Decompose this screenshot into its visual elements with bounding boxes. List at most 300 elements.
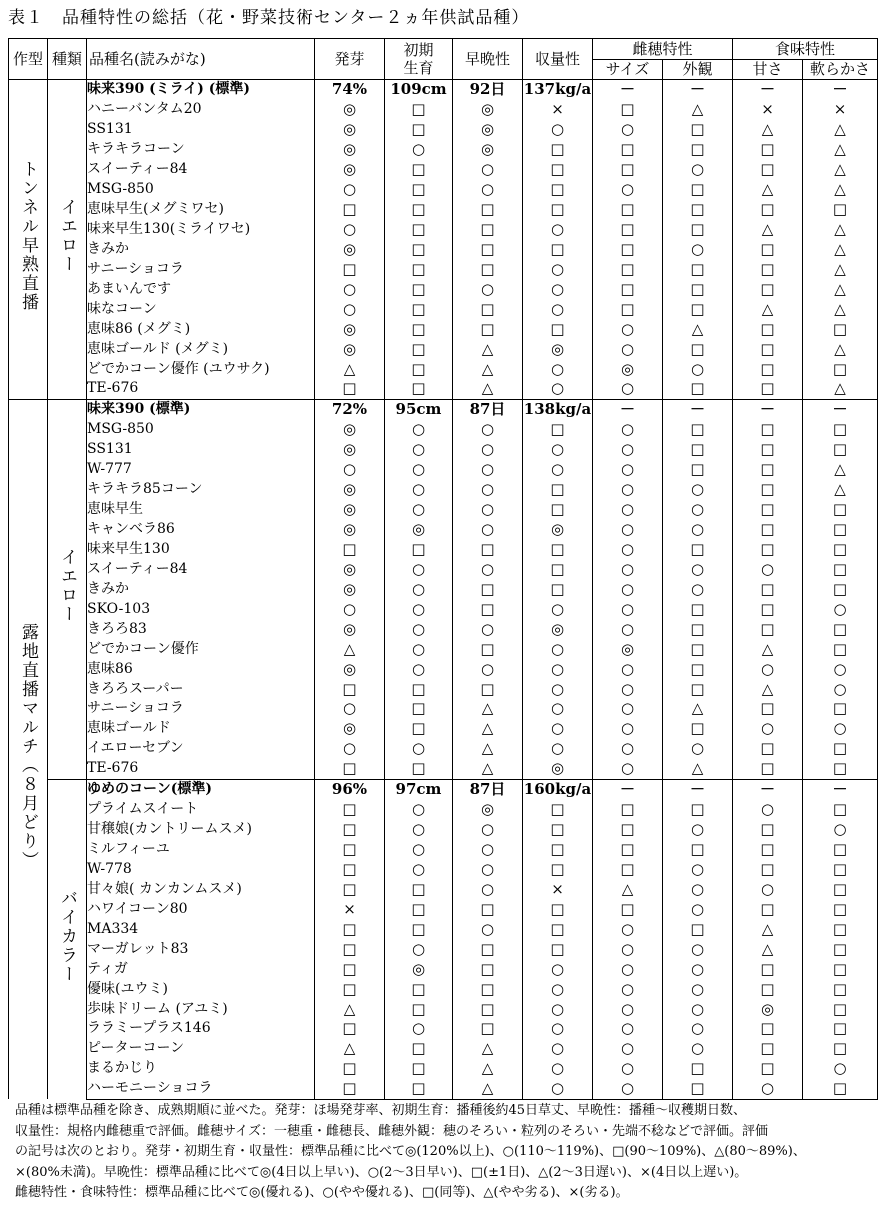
ear-size-cell: □	[593, 200, 663, 220]
variety-name: キャンベラ86	[87, 520, 315, 540]
variety-name: MSG-850	[87, 180, 315, 200]
yield-cell: □	[523, 939, 593, 959]
ear-size-cell: ○	[593, 719, 663, 739]
yield-cell: ○	[523, 979, 593, 999]
ear-size-cell: □	[593, 220, 663, 240]
tenderness-cell: □	[803, 860, 878, 880]
standard-variety-name: 味来390 (標準)	[87, 399, 315, 419]
sweetness-cell: △	[733, 679, 803, 699]
variety-name: プライムスイート	[87, 800, 315, 820]
ear-appearance-cell: ○	[663, 939, 733, 959]
tenderness-cell: □	[803, 619, 878, 639]
ear-appearance-cell: ○	[663, 1019, 733, 1039]
tenderness-cell: △	[803, 220, 878, 240]
variety-name: 恵味早生(メグミワセ)	[87, 200, 315, 220]
sweetness-cell: △	[733, 299, 803, 319]
table-row	[9, 719, 878, 739]
yield-cell: ○	[523, 699, 593, 719]
variety-name: スイーティー84	[87, 160, 315, 180]
ear-size-cell: ○	[593, 540, 663, 560]
ear-appearance-cell: □	[663, 220, 733, 240]
table-row	[9, 540, 878, 560]
ear-size-cell: ○	[593, 500, 663, 520]
variety-name: 甘々娘( カンカンムスメ)	[87, 879, 315, 899]
ear-size-cell: ○	[593, 120, 663, 140]
germination-cell: □	[315, 1079, 385, 1099]
germination-cell: ○	[315, 460, 385, 480]
table-row	[9, 999, 878, 1019]
yield-cell: ○	[523, 999, 593, 1019]
ear-appearance-cell: □	[663, 599, 733, 619]
yield-cell: ○	[523, 1019, 593, 1039]
germination-cell: ◎	[315, 140, 385, 160]
early-growth-cell: ○	[385, 1019, 453, 1039]
yield-cell: □	[523, 899, 593, 919]
sweetness-cell: □	[733, 820, 803, 840]
early-growth-cell: ○	[385, 860, 453, 880]
ear-appearance-cell: □	[663, 180, 733, 200]
table-row	[9, 79, 878, 99]
ear-appearance-cell: ○	[663, 239, 733, 259]
ear-size-cell: ○	[593, 659, 663, 679]
variety-name: イエローセブン	[87, 739, 315, 759]
early-growth-cell: □	[385, 279, 453, 299]
ear-size-cell: ○	[593, 919, 663, 939]
tenderness-cell: □	[803, 840, 878, 860]
table-row	[9, 200, 878, 220]
germination-cell: □	[315, 1059, 385, 1079]
maturity-cell: △	[453, 1079, 523, 1099]
early-growth-cell: □	[385, 879, 453, 899]
table-row	[9, 1059, 878, 1079]
maturity-cell: □	[453, 299, 523, 319]
yield-cell: □	[523, 540, 593, 560]
note-line: 収量性：規格内雌穂重で評価。雌穂サイズ：一穂重・雌穂長、雌穂外観：穂のそろい・粒列のそろい・先端不稔などで評価。評価	[15, 1123, 768, 1139]
yield-cell: ◎	[523, 759, 593, 779]
header-early-growth-line2: 生育	[403, 58, 434, 77]
yield-cell: ×	[523, 100, 593, 120]
ear-appearance-cell: □	[663, 140, 733, 160]
tenderness-cell: □	[803, 359, 878, 379]
table-row	[9, 899, 878, 919]
ear-appearance-cell: □	[663, 639, 733, 659]
maturity-cell: ○	[453, 460, 523, 480]
variety-name: きみか	[87, 239, 315, 259]
variety-name: キラキラ85コーン	[87, 480, 315, 500]
ear-appearance-cell: △	[663, 699, 733, 719]
early-growth-cell: ○	[385, 579, 453, 599]
tenderness-cell: △	[803, 239, 878, 259]
germination-cell: 74%	[315, 79, 385, 99]
variety-name: まるかじり	[87, 1059, 315, 1079]
variety-name: 恵味86	[87, 659, 315, 679]
maturity-cell: ◎	[453, 100, 523, 120]
early-growth-cell: ○	[385, 820, 453, 840]
germination-cell: ◎	[315, 339, 385, 359]
tenderness-cell: △	[803, 460, 878, 480]
germination-cell: ○	[315, 739, 385, 759]
germination-cell: □	[315, 379, 385, 399]
yield-cell: ◎	[523, 520, 593, 540]
sweetness-cell: △	[733, 639, 803, 659]
germination-cell: □	[315, 860, 385, 880]
germination-cell: □	[315, 759, 385, 779]
ear-size-cell: △	[593, 879, 663, 899]
sweetness-cell: □	[733, 359, 803, 379]
early-growth-cell: 97cm	[385, 779, 453, 799]
yield-cell: ○	[523, 1059, 593, 1079]
ear-size-cell: □	[593, 299, 663, 319]
early-growth-cell: 95cm	[385, 399, 453, 419]
germination-cell: ◎	[315, 319, 385, 339]
variety-name: TE-676	[87, 379, 315, 399]
yield-cell: □	[523, 239, 593, 259]
maturity-cell: □	[453, 979, 523, 999]
table-row	[9, 840, 878, 860]
ear-appearance-cell: □	[663, 200, 733, 220]
maturity-cell: ○	[453, 520, 523, 540]
tenderness-cell: △	[803, 299, 878, 319]
early-growth-cell: ○	[385, 460, 453, 480]
tenderness-cell: □	[803, 200, 878, 220]
early-growth-cell: 109cm	[385, 79, 453, 99]
table-title: 表１ 品種特性の総括（花・野菜技術センター２ヵ年供試品種）	[8, 8, 530, 28]
tenderness-cell: △	[803, 140, 878, 160]
variety-name: ハーモニーショコラ	[87, 1079, 315, 1099]
variety-kind-label: イエロー	[57, 198, 77, 275]
ear-size-cell: □	[593, 259, 663, 279]
ear-size-cell: ○	[593, 180, 663, 200]
ear-appearance-cell: ○	[663, 160, 733, 180]
maturity-cell: △	[453, 739, 523, 759]
germination-cell: □	[315, 879, 385, 899]
yield-cell: □	[523, 579, 593, 599]
sweetness-cell: □	[733, 259, 803, 279]
maturity-cell: △	[453, 1039, 523, 1059]
variety-name: 歩味ドリーム (アユミ)	[87, 999, 315, 1019]
ear-size-cell: ○	[593, 440, 663, 460]
ear-appearance-cell: □	[663, 279, 733, 299]
sweetness-cell: －	[733, 79, 803, 99]
tenderness-cell: □	[803, 919, 878, 939]
early-growth-cell: ○	[385, 559, 453, 579]
maturity-cell: △	[453, 379, 523, 399]
sweetness-cell: □	[733, 140, 803, 160]
ear-appearance-cell: □	[663, 840, 733, 860]
note-line: の記号は次のとおり。発芽・初期生育・収量性：標準品種に比べて◎(120%以上)、○(110～119%)、□(90～109%)、△(80～89%)、	[15, 1144, 806, 1159]
variety-name: スイーティー84	[87, 559, 315, 579]
ear-appearance-cell: △	[663, 319, 733, 339]
variety-kind-label: バイカラー	[57, 889, 77, 984]
maturity-cell: □	[453, 200, 523, 220]
tenderness-cell: ○	[803, 599, 878, 619]
variety-name: 恵味早生	[87, 500, 315, 520]
ear-appearance-cell: －	[663, 79, 733, 99]
germination-cell: ◎	[315, 100, 385, 120]
tenderness-cell: □	[803, 639, 878, 659]
yield-cell: ○	[523, 220, 593, 240]
germination-cell: ○	[315, 599, 385, 619]
table-row	[9, 420, 878, 440]
variety-kind-cell	[48, 399, 87, 779]
variety-name: W-777	[87, 460, 315, 480]
tenderness-cell: －	[803, 399, 878, 419]
sweetness-cell: ○	[733, 559, 803, 579]
table-row	[9, 619, 878, 639]
ear-appearance-cell: ○	[663, 359, 733, 379]
maturity-cell: 92日	[453, 79, 523, 99]
header-maturity: 早晩性	[453, 39, 523, 80]
table-body	[9, 79, 878, 1099]
germination-cell: □	[315, 540, 385, 560]
ear-size-cell: ○	[593, 679, 663, 699]
maturity-cell: ○	[453, 820, 523, 840]
maturity-cell: ○	[453, 860, 523, 880]
tenderness-cell: □	[803, 1079, 878, 1099]
ear-appearance-cell: ○	[663, 520, 733, 540]
variety-name: ララミープラス146	[87, 1019, 315, 1039]
yield-cell: □	[523, 919, 593, 939]
ear-appearance-cell: ○	[663, 979, 733, 999]
table-row	[9, 399, 878, 419]
table-row	[9, 100, 878, 120]
yield-cell: □	[523, 420, 593, 440]
header-taste-traits: 食味特性	[733, 39, 878, 60]
yield-cell: □	[523, 840, 593, 860]
table-row	[9, 820, 878, 840]
sweetness-cell: □	[733, 420, 803, 440]
yield-cell: ○	[523, 460, 593, 480]
maturity-cell: □	[453, 679, 523, 699]
early-growth-cell: □	[385, 100, 453, 120]
ear-appearance-cell: －	[663, 399, 733, 419]
ear-appearance-cell: ○	[663, 579, 733, 599]
ear-appearance-cell: ○	[663, 559, 733, 579]
sweetness-cell: □	[733, 979, 803, 999]
early-growth-cell: □	[385, 299, 453, 319]
sweetness-cell: □	[733, 440, 803, 460]
sweetness-cell: □	[733, 460, 803, 480]
ear-appearance-cell: □	[663, 120, 733, 140]
early-growth-cell: ○	[385, 480, 453, 500]
tenderness-cell: □	[803, 500, 878, 520]
header-tenderness: 軟らかさ	[803, 59, 878, 79]
table-row	[9, 579, 878, 599]
maturity-cell: ○	[453, 919, 523, 939]
ear-size-cell: ○	[593, 959, 663, 979]
note-line: 品種は標準品種を除き、成熟期順に並べた。発芽：ほ場発芽率、初期生育：播種後約45日草丈、早晩性：播種～収穫期日数、	[15, 1103, 747, 1118]
early-growth-cell: □	[385, 120, 453, 140]
tenderness-cell: □	[803, 420, 878, 440]
sweetness-cell: □	[733, 899, 803, 919]
sweetness-cell: □	[733, 480, 803, 500]
table-row	[9, 759, 878, 779]
ear-appearance-cell: ○	[663, 739, 733, 759]
table-row	[9, 140, 878, 160]
tenderness-cell: ○	[803, 679, 878, 699]
tenderness-cell: □	[803, 899, 878, 919]
maturity-cell: □	[453, 639, 523, 659]
germination-cell: □	[315, 939, 385, 959]
ear-size-cell: ○	[593, 420, 663, 440]
maturity-cell: □	[453, 939, 523, 959]
tenderness-cell: □	[803, 1039, 878, 1059]
maturity-cell: ○	[453, 879, 523, 899]
early-growth-cell: □	[385, 339, 453, 359]
yield-cell: ○	[523, 739, 593, 759]
sweetness-cell: □	[733, 1019, 803, 1039]
ear-appearance-cell: □	[663, 379, 733, 399]
ear-size-cell: ○	[593, 599, 663, 619]
yield-cell: □	[523, 200, 593, 220]
standard-variety-name: 味来390 (ミライ) (標準)	[87, 79, 315, 99]
sweetness-cell: □	[733, 699, 803, 719]
germination-cell: △	[315, 1039, 385, 1059]
ear-appearance-cell: □	[663, 540, 733, 560]
table-row	[9, 879, 878, 899]
early-growth-cell: ◎	[385, 520, 453, 540]
maturity-cell: □	[453, 1019, 523, 1039]
tenderness-cell: ×	[803, 100, 878, 120]
variety-name: 味来早生130(ミライワセ)	[87, 220, 315, 240]
yield-cell: ○	[523, 379, 593, 399]
sweetness-cell: □	[733, 339, 803, 359]
ear-size-cell: ○	[593, 559, 663, 579]
early-growth-cell: □	[385, 919, 453, 939]
early-growth-cell: □	[385, 1079, 453, 1099]
variety-name: ミルフィーユ	[87, 840, 315, 860]
early-growth-cell: □	[385, 239, 453, 259]
ear-appearance-cell: □	[663, 679, 733, 699]
ear-appearance-cell: ○	[663, 820, 733, 840]
variety-name: サニーショコラ	[87, 259, 315, 279]
ear-appearance-cell: ○	[663, 959, 733, 979]
germination-cell: ◎	[315, 239, 385, 259]
header-type: 作型	[9, 39, 48, 80]
tenderness-cell: △	[803, 480, 878, 500]
early-growth-cell: □	[385, 699, 453, 719]
header-early-growth	[385, 39, 453, 80]
table-row	[9, 1019, 878, 1039]
sweetness-cell: □	[733, 239, 803, 259]
table-row	[9, 239, 878, 259]
early-growth-cell: □	[385, 719, 453, 739]
table-row	[9, 679, 878, 699]
germination-cell: ○	[315, 279, 385, 299]
table-row	[9, 559, 878, 579]
variety-name: きみか	[87, 579, 315, 599]
ear-size-cell: ○	[593, 1019, 663, 1039]
ear-size-cell: □	[593, 160, 663, 180]
yield-cell: ○	[523, 959, 593, 979]
ear-size-cell: ○	[593, 939, 663, 959]
yield-cell: □	[523, 319, 593, 339]
ear-size-cell: －	[593, 779, 663, 799]
sweetness-cell: □	[733, 500, 803, 520]
ear-appearance-cell: ○	[663, 1039, 733, 1059]
ear-size-cell: ○	[593, 460, 663, 480]
table-row	[9, 739, 878, 759]
table-row	[9, 779, 878, 799]
variety-name: どでかコーン優作	[87, 639, 315, 659]
germination-cell: ○	[315, 220, 385, 240]
yield-cell: ○	[523, 639, 593, 659]
maturity-cell: △	[453, 359, 523, 379]
variety-name: 味来早生130	[87, 540, 315, 560]
ear-appearance-cell: □	[663, 299, 733, 319]
tenderness-cell: ○	[803, 820, 878, 840]
tenderness-cell: □	[803, 999, 878, 1019]
ear-appearance-cell: □	[663, 619, 733, 639]
variety-name: キラキラコーン	[87, 140, 315, 160]
variety-name: SS131	[87, 120, 315, 140]
early-growth-cell: ○	[385, 659, 453, 679]
maturity-cell: ○	[453, 180, 523, 200]
table-row	[9, 919, 878, 939]
ear-size-cell: □	[593, 279, 663, 299]
table-row	[9, 379, 878, 399]
yield-cell: ○	[523, 299, 593, 319]
yield-cell: 160kg/a	[523, 780, 592, 799]
germination-cell: ◎	[315, 480, 385, 500]
ear-size-cell: ○	[593, 1059, 663, 1079]
maturity-cell: △	[453, 719, 523, 739]
ear-appearance-cell: ○	[663, 860, 733, 880]
germination-cell: △	[315, 999, 385, 1019]
ear-appearance-cell: ○	[663, 899, 733, 919]
early-growth-cell: □	[385, 180, 453, 200]
table-row	[9, 359, 878, 379]
table-row	[9, 599, 878, 619]
maturity-cell: □	[453, 540, 523, 560]
maturity-cell: ◎	[453, 120, 523, 140]
germination-cell: □	[315, 959, 385, 979]
early-growth-cell: □	[385, 1039, 453, 1059]
maturity-cell: ○	[453, 619, 523, 639]
ear-size-cell: －	[593, 79, 663, 99]
header-kind: 種類	[48, 39, 87, 80]
variety-name: きろろスーパー	[87, 679, 315, 699]
sweetness-cell: □	[733, 1039, 803, 1059]
early-growth-cell: □	[385, 379, 453, 399]
early-growth-cell: ○	[385, 420, 453, 440]
variety-kind-cell	[48, 79, 87, 399]
tenderness-cell: □	[803, 939, 878, 959]
sweetness-cell: △	[733, 220, 803, 240]
tenderness-cell: □	[803, 739, 878, 759]
sweetness-cell: □	[733, 759, 803, 779]
germination-cell: ◎	[315, 500, 385, 520]
early-growth-cell: ○	[385, 140, 453, 160]
germination-cell: □	[315, 820, 385, 840]
ear-size-cell: ○	[593, 339, 663, 359]
germination-cell: ○	[315, 180, 385, 200]
table-row	[9, 160, 878, 180]
table-row	[9, 1079, 878, 1099]
table-row	[9, 120, 878, 140]
maturity-cell: 87日	[453, 399, 523, 419]
variety-name: あまいんです	[87, 279, 315, 299]
maturity-cell: ○	[453, 480, 523, 500]
table-row	[9, 659, 878, 679]
table-row	[9, 500, 878, 520]
ear-size-cell: ○	[593, 480, 663, 500]
germination-cell: □	[315, 800, 385, 820]
germination-cell: ○	[315, 299, 385, 319]
variety-name: TE-676	[87, 759, 315, 779]
early-growth-cell: ○	[385, 739, 453, 759]
germination-cell: △	[315, 359, 385, 379]
